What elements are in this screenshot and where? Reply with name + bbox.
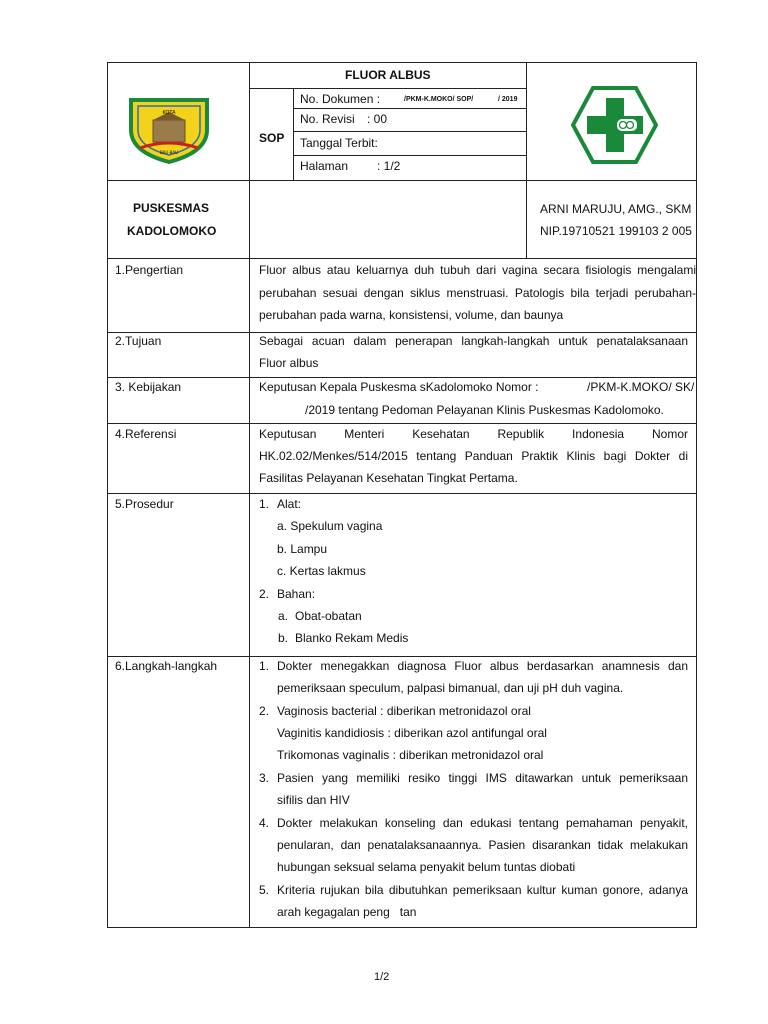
revisi-label: No. Revisi (300, 112, 355, 126)
tujuan-line: Fluor albus (259, 356, 319, 370)
halaman-value: : 1/2 (377, 159, 401, 173)
pengertian-line: perubahan sesuai dengan siklus menstruasi. Patologis bila terjadi perubahan- (259, 286, 696, 300)
bahan-item-letter: b. (278, 631, 289, 645)
document-title: FLUOR ALBUS (345, 68, 431, 82)
prosedur-alat-num: 1. (259, 497, 270, 511)
langkah-line: sifilis dan HIV (277, 793, 350, 807)
langkah-line: penularan, dan penatalaksanaannya. Pasien disarankan tidak melakukan (277, 838, 688, 852)
langkah-num: 3. (259, 771, 270, 785)
pengertian-line: Fluor albus atau keluarnya duh tubuh dari vagina secara fisiologis mengalami (259, 263, 696, 277)
section-label-prosedur: 5.Prosedur (115, 497, 174, 511)
section-label-kebijakan: 3. Kebijakan (115, 380, 182, 394)
svg-text:BAU-BAU: BAU-BAU (159, 150, 179, 155)
section-label-referensi: 4.Referensi (115, 427, 177, 441)
langkah-line: hubungan seksual selama penyakit belum tuntas diobati (277, 860, 576, 874)
langkah-line: arah kegagalan peng tan (277, 905, 417, 919)
kebijakan-line: Keputusan Kepala Puskesma sKadolomoko Nomor : (259, 380, 539, 394)
referensi-line: HK.02.02/Menkes/514/2015 tentang Panduan Praktik Klinis bagi Dokter di (259, 449, 688, 463)
langkah-line: Pasien yang memiliki resiko tinggi IMS ditawarkan untuk pemeriksaan (277, 771, 688, 785)
bahan-item-letter: a. (278, 609, 289, 623)
referensi-line: Keputusan Menteri Kesehatan Republik Indonesia Nomor (259, 427, 688, 441)
bahan-item: Obat-obatan (295, 609, 362, 623)
langkah-line: Dokter menegakkan diagnosa Fluor albus berdasarkan anamnesis dan (277, 659, 688, 673)
doc-no-value: /PKM-K.MOKO/ SOP/ (404, 96, 474, 103)
langkah-num: 1. (259, 659, 270, 673)
alat-item: c. Kertas lakmus (277, 564, 366, 578)
puskesmas-name-line2: KADOLOMOKO (127, 224, 217, 238)
pengertian-line: perubahan pada warna, konsistensi, volume, dan baunya (259, 308, 564, 322)
city-logo (126, 92, 212, 164)
kebijakan-line: /2019 tentang Pedoman Pelayanan Klinis Puskesmas Kadolomoko. (305, 403, 664, 417)
tanggal-terbit-label: Tanggal Terbit: (300, 136, 378, 150)
svg-text:KOTA: KOTA (162, 110, 176, 116)
bahan-item: Blanko Rekam Medis (295, 631, 409, 645)
revisi-value: : 00 (367, 112, 388, 126)
doc-no-year: / 2019 (498, 96, 518, 103)
langkah-num: 5. (259, 883, 270, 897)
doc-no-label: No. Dokumen : (300, 92, 381, 106)
page-number: 1/2 (374, 971, 390, 983)
alat-item: a. Spekulum vagina (277, 519, 383, 533)
signer-nip: NIP.19710521 199103 2 005 (540, 224, 692, 238)
section-label-pengertian: 1.Pengertian (115, 263, 184, 277)
prosedur-bahan-num: 2. (259, 587, 270, 601)
langkah-num: 2. (259, 704, 270, 718)
langkah-line: Dokter melakukan konseling dan edukasi tentang pemahaman penyakit, (277, 816, 688, 830)
prosedur-alat-label: Alat: (277, 497, 302, 511)
prosedur-bahan-label: Bahan: (277, 587, 316, 601)
kebijakan-line: /PKM-K.MOKO/ SK/ (587, 380, 695, 394)
langkah-line: Trikomonas vaginalis : diberikan metronidazol oral (277, 748, 544, 762)
puskesmas-name-line1: PUSKESMAS (133, 201, 210, 215)
langkah-line: Kriteria rujukan bila dibutuhkan pemeriksaan kultur kuman gonore, adanya (277, 883, 688, 897)
langkah-num: 4. (259, 816, 270, 830)
halaman-label: Halaman (300, 159, 349, 173)
section-label-langkah: 6.Langkah-langkah (115, 659, 218, 673)
tujuan-line: Sebagai acuan dalam penerapan langkah-langkah untuk penatalaksanaan (259, 334, 688, 348)
signer-name: ARNI MARUJU, AMG., SKM (540, 202, 692, 216)
langkah-line: Vaginosis bacterial : diberikan metronidazol oral (277, 704, 531, 718)
referensi-line: Fasilitas Pelayanan Kesehatan Tingkat Pertama. (259, 471, 518, 485)
section-label-tujuan: 2.Tujuan (115, 334, 162, 348)
puskesmas-logo (571, 85, 658, 165)
sop-label: SOP (259, 131, 285, 145)
langkah-line: Vaginitis kandidiosis : diberikan azol antifungal oral (277, 726, 547, 740)
alat-item: b. Lampu (277, 542, 328, 556)
langkah-line: pemeriksaan speculum, palpasi bimanual, dan uji pH duh vagina. (277, 681, 624, 695)
